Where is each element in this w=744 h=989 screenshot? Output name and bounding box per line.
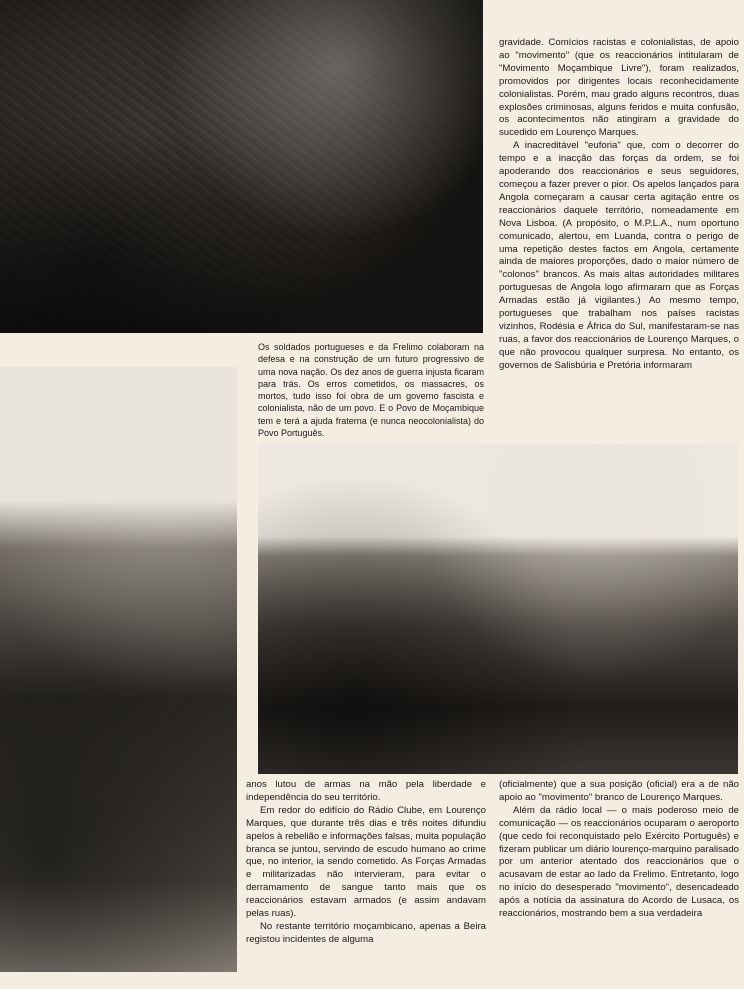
article-column-top-right bbox=[499, 37, 739, 373]
photo-soldiers-group bbox=[0, 367, 237, 972]
paragraph: anos lutou de armas na mão pela liberdade e independência do seu território. bbox=[246, 779, 486, 803]
caption-text: Os soldados portugueses e da Frelimo colaboram na defesa e na construção de um futuro progressivo de uma nova nação. Os dez anos de guerra injusta ficaram para trás. Os erros cometidos, os massacres, os mortos, tudo isso foi obra de um governo fascista e colonialista, não de um povo. E o Povo de Moçambique tem e terá a ajuda fraterna (e nunca neocolonialista) do Povo Português. bbox=[258, 342, 484, 439]
paragraph: No restante território moçambicano, apenas a Beira registou incidentes de alguma bbox=[246, 920, 486, 945]
photo-soldiers-jeep bbox=[258, 444, 738, 774]
paragraph: A inacreditável "euforia" que, com o decorrer do tempo e a inacção das forças da ordem, se foi apoderando dos reaccionários e seus seguidores, começou a fazer prever o pior. Os apelos lançados para Angola começaram a causar certa agitação entre os reaccionários daquele território, nomeadamente em Nova Lisboa. (A propósito, o M.P.L.A., num oportuno comunicado, alertou, em Luanda, contra o perigo de uma repetição destes factos em Angola, certamente ainda de maiores proporções, dado o maior número de "colonos" brancos. As mais altas autoridades militares portuguesas de Angola logo afirmaram que as Forças Armadas estão já vigilantes.) Ao mesmo tempo, portugueses que trabalham nos países racistas vizinhos, Rodésia e África do Sul, manifestaram-se nas ruas, a favor dos reaccionários de Lourenço Marques, o que não provocou qualquer surpresa. No entanto, os governos de Salisbúria e Pretória informaram bbox=[499, 140, 739, 371]
paragraph: Além da rádio local — o mais poderoso meio de comunicação — os reaccionários ocuparam o aeroporto (que cedo foi reconquistado pelo Exército Português) e fizeram publicar um diário lourenço-marquino paralisado por um anterior atentado dos reaccionários que o acusavam de estar ao lado da Frelimo. Entretanto, logo no início do desesperado "movimento", desencadeado após a notícia da assinatura do Acordo de Lusaca, os reaccionários, mostrando bem a sua verdadeira bbox=[499, 804, 739, 920]
article-column-bottom-middle bbox=[246, 779, 486, 947]
article-column-bottom-right bbox=[499, 779, 739, 921]
paragraph: Em redor do edifício do Rádio Clube, em Lourenço Marques, que durante três dias e três noites difundiu apelos à rebelião e informações falsas, muita população branca se juntou, servindo de escudo humano ao crime que, no interior, ia sendo cometido. As Forças Armadas e militarizadas não intervieram, para evitar o derramamento de sangue tanto mais que os reaccionários estavam armados (e assim andavam pelas ruas). bbox=[246, 804, 486, 920]
photo-caption bbox=[258, 341, 484, 439]
photo-soldiers-meeting bbox=[0, 0, 483, 333]
paragraph: gravidade. Comícios racistas e colonialistas, de apoio ao "movimento" (que os reaccionários intitularam de "Movimento Moçambique Livre"), foram realizados, promovidos por dirigentes locais reconhecidamente colonialistas. Porém, mau grado alguns recontros, duas explosões criminosas, alguns feridos e muita confusão, os acontecimentos não atingiram a gravidade do sucedido em Lourenço Marques. bbox=[499, 37, 739, 139]
paragraph: (oficialmente) que a sua posição (oficial) era a de não apoio ao "movimento" branco de Lourenço Marques. bbox=[499, 779, 739, 803]
